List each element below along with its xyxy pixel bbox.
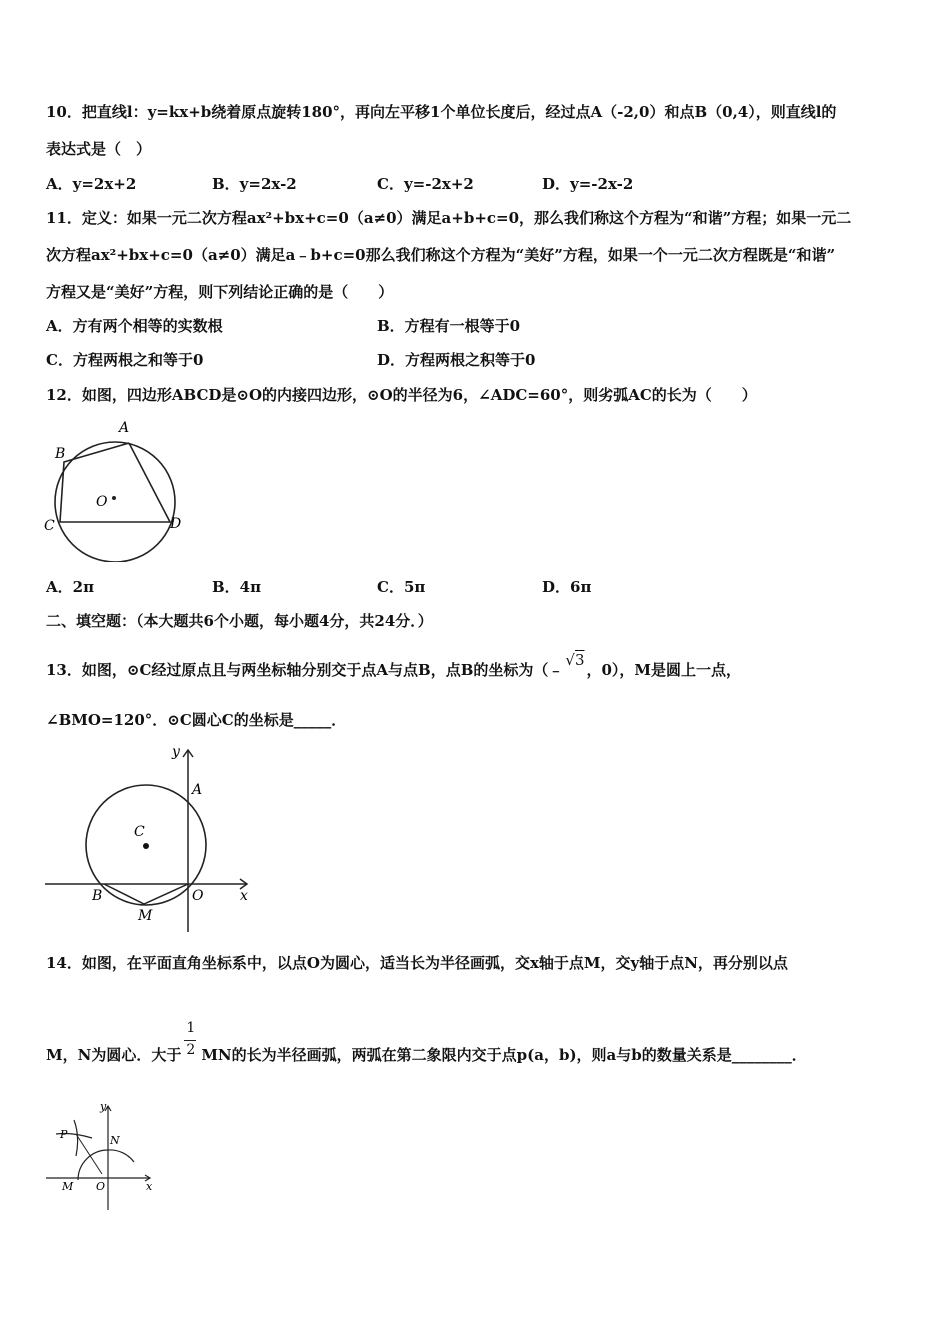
q11-option-d: D．方程两根之积等于0	[377, 351, 536, 369]
q12-option-d: D．6π	[542, 578, 592, 596]
q12-label-c: C	[44, 518, 55, 534]
q12-option-a: A．2π	[46, 578, 95, 596]
q12-option-b: B．4π	[212, 578, 262, 596]
q11-line3: 方程又是“美好”方程，则下列结论正确的是（ ）	[46, 283, 394, 301]
q14-line2-part-a: M，N为圆心．大于	[46, 1046, 182, 1064]
q14-fraction	[184, 1020, 198, 1060]
q13-figure-svg	[42, 742, 257, 934]
q12-label-o: O	[96, 494, 108, 510]
q13-label-o: O	[192, 888, 204, 904]
q12-label-a: A	[119, 420, 130, 436]
q11-option-a: A．方有两个相等的实数根	[46, 317, 223, 335]
q13-label-c: C	[134, 824, 145, 840]
q11-line2: 次方程ax²+bx+c=0（a≠0）满足a﹣b+c=0那么我们称这个方程为“美好”方程，如果一个一元二次方程既是“和谐”	[46, 246, 836, 264]
q13-label-x: x	[240, 888, 248, 904]
q14-line2	[46, 1020, 807, 1065]
q12-label-b: B	[55, 446, 66, 462]
q13-label-y: y	[172, 744, 180, 760]
q11-option-b: B．方程有一根等于0	[377, 317, 521, 335]
q10-option-a: A．y=2x+2	[46, 175, 137, 193]
q14-frac-denominator: 2	[186, 1042, 196, 1058]
q13-sqrt-value: 3	[574, 651, 585, 669]
q10-option-d: D．y=-2x-2	[542, 175, 634, 193]
q13-line1-part-b: ，0），M是圆上一点，	[586, 661, 742, 679]
q11-option-c: C．方程两根之和等于0	[46, 351, 204, 369]
q13-line1-part-a: 13．如图，⊙C经过原点且与两坐标轴分别交于点A与点B，点B的坐标为（﹣	[46, 661, 564, 679]
q11-line1: 11．定义：如果一元二次方程ax²+bx+c=0（a≠0）满足a+b+c=0，那么我们称这个方程为“和谐”方程；如果一元二	[46, 209, 852, 227]
q12-option-c: C．5π	[377, 578, 426, 596]
q12-label-d: D	[170, 516, 182, 532]
q10-option-c: C．y=-2x+2	[377, 175, 474, 193]
q14-label-p: P	[60, 1128, 68, 1141]
q14-line1: 14．如图，在平面直角坐标系中，以点O为圆心，适当长为半径画弧，交x轴于点M，交y轴于点N，再分别以点	[46, 954, 788, 972]
q14-arc-center-o	[78, 1150, 134, 1180]
q13-sqrt: √3	[565, 651, 585, 669]
q13-label-b: B	[92, 888, 103, 904]
q10-line2: 表达式是（ ）	[46, 140, 152, 158]
q14-label-n: N	[110, 1134, 120, 1147]
q14-label-o: O	[96, 1180, 106, 1193]
q14-label-x: x	[146, 1180, 153, 1193]
section2-heading: 二、填空题：（本大题共6个小题，每小题4分，共24分．）	[46, 612, 433, 630]
q12-line1: 12．如图，四边形ABCD是⊙O的内接四边形，⊙O的半径为6，∠ADC=60°，则劣弧AC的长为（ ）	[46, 386, 757, 404]
q13-line2: ∠BMO=120°．⊙C圆心C的坐标是_____．	[46, 711, 347, 729]
q14-arc-from-n	[74, 1120, 78, 1156]
q13-line1	[46, 651, 742, 680]
q12-figure-svg	[42, 420, 192, 562]
q12-quadrilateral	[60, 443, 170, 522]
q14-figure-svg	[42, 1098, 162, 1213]
q13-label-m: M	[138, 908, 153, 924]
q14-line2-part-b: MN的长为半径画弧，两弧在第二象限内交于点p(a，b)，则a与b的数量关系是________．	[201, 1046, 807, 1064]
q12-center-dot	[112, 496, 116, 500]
q13-center-dot	[143, 843, 149, 849]
q12-figure	[42, 420, 192, 562]
q13-chord-bmo	[104, 884, 188, 904]
q10-option-b: B．y=2x-2	[212, 175, 297, 193]
q13-label-a: A	[192, 782, 203, 798]
q10-line1: 10．把直线l：y=kx+b绕着原点旋转180°，再向左平移1个单位长度后，经过点A（-2,0）和点B（0,4），则直线l的	[46, 103, 837, 121]
q14-figure	[42, 1098, 162, 1213]
q14-frac-numerator: 1	[186, 1020, 196, 1036]
q14-label-y: y	[100, 1100, 107, 1113]
q14-label-m: M	[62, 1180, 74, 1193]
q13-figure	[42, 742, 257, 934]
